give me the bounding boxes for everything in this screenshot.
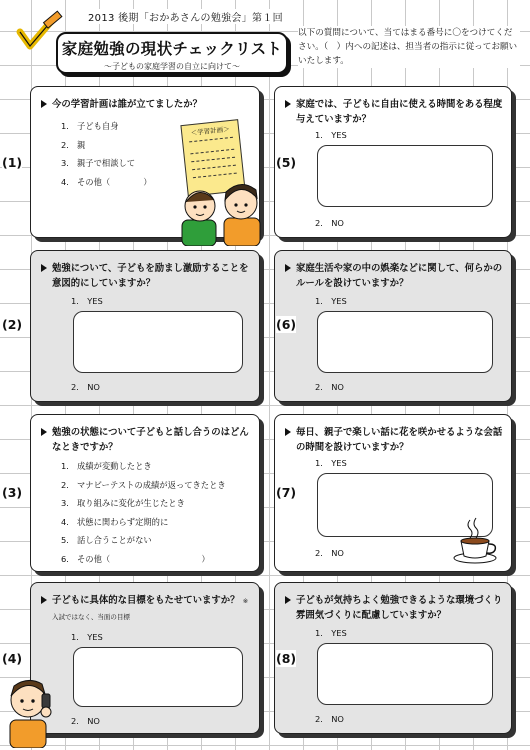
page-subtitle: 〜子どもの家庭学習の自立に向けて〜 <box>104 62 240 71</box>
two-children-icon <box>178 176 262 246</box>
answer-yes[interactable]: 1. YES <box>315 628 347 638</box>
question-number-7: (7) <box>276 485 297 500</box>
answer-box[interactable] <box>317 311 493 373</box>
title-banner <box>56 32 288 74</box>
bullet-triangle-icon <box>41 596 47 604</box>
question-5-text: 家庭では、子どもに自由に使える時間をある程度与えていますか？ <box>285 97 503 127</box>
question-4-note: ※入試ではなく、当面の目標 <box>52 597 249 621</box>
question-number-2: (2) <box>2 317 23 332</box>
bullet-triangle-icon <box>41 100 47 108</box>
option-3[interactable]: 3. 親子で相談して <box>61 158 136 168</box>
answer-box[interactable] <box>317 145 493 207</box>
question-3-text: 勉強の状態について子どもと話し合うのはどんなときですか？ <box>41 425 251 455</box>
answer-no[interactable]: 2. NO <box>71 382 100 392</box>
question-card-8 <box>274 582 512 734</box>
series-label: 2013 後期「おかあさんの勉強会」第１回 <box>86 9 285 24</box>
option-2[interactable]: 2. マナビーテストの成績が返ってきたとき <box>61 479 226 490</box>
option-6[interactable]: 6. その他（ ） <box>61 553 210 564</box>
answer-no[interactable]: 2. NO <box>315 714 344 724</box>
answer-yes[interactable]: 1. YES <box>71 632 103 642</box>
question-1-text: 今の学習計画は誰が立てましたか？ <box>41 97 251 112</box>
question-card-5 <box>274 86 512 238</box>
question-7-text: 毎日、親子で楽しい話に花を咲かせるような会話の時間を設けていますか？ <box>285 425 503 455</box>
question-2-text: 勉強について、子どもを励まし激励することを意図的にしていますか？ <box>41 261 251 291</box>
boy-with-phone-icon <box>2 672 56 748</box>
option-1[interactable]: 1. 成績が変動したとき <box>61 461 152 471</box>
answer-no[interactable]: 2. NO <box>315 548 344 558</box>
bullet-triangle-icon <box>285 596 291 604</box>
answer-box[interactable] <box>317 643 493 705</box>
question-number-1: (1) <box>2 155 23 170</box>
option-1[interactable]: 1. 子ども自身 <box>61 121 119 131</box>
question-1-options <box>61 117 152 191</box>
question-card-4 <box>30 582 260 734</box>
question-number-6: (6) <box>276 317 297 332</box>
answer-box[interactable] <box>73 647 243 707</box>
question-number-5: (5) <box>276 155 297 170</box>
question-8-text: 子どもが気持ちよく勉強できるような環境づくり雰囲気づくりに配慮していますか？ <box>285 593 503 623</box>
question-number-3: (3) <box>2 485 23 500</box>
question-3-options <box>61 457 226 568</box>
page-title: 家庭勉強の現状チェックリスト <box>61 40 283 58</box>
question-6-text: 家庭生活や家の中の娯楽などに関して、何らかのルールを設けていますか？ <box>285 261 503 291</box>
bullet-triangle-icon <box>41 428 47 436</box>
question-card-2 <box>30 250 260 402</box>
answer-yes[interactable]: 1. YES <box>315 130 347 140</box>
coffee-cup-icon <box>452 516 500 564</box>
question-number-8: (8) <box>276 651 297 666</box>
plan-sheet-label: ＜学習計画＞ <box>190 125 230 138</box>
bullet-triangle-icon <box>285 428 291 436</box>
instructions: 以下の質問について、当てはまる番号に〇をつけてください。（ ）内への記述は、担当者の指示に従ってお願いいたします。 <box>298 26 520 68</box>
option-3[interactable]: 3. 取り組みに変化が生じたとき <box>61 498 185 508</box>
answer-no[interactable]: 2. NO <box>315 382 344 392</box>
answer-yes[interactable]: 1. YES <box>315 458 347 468</box>
option-4[interactable]: 4. 状態に関わらず定期的に <box>61 516 169 527</box>
question-number-4: (4) <box>2 651 23 666</box>
option-2[interactable]: 2. 親 <box>61 139 86 150</box>
question-4-text: 子どもに具体的な目標をもたせていますか？ ※入試ではなく、当面の目標 <box>41 593 251 625</box>
question-card-3 <box>30 414 260 572</box>
bullet-triangle-icon <box>41 264 47 272</box>
bullet-triangle-icon <box>285 264 291 272</box>
option-4[interactable]: 4. その他（ ） <box>61 176 152 187</box>
option-5[interactable]: 5. 話し合うことがない <box>61 535 152 545</box>
answer-yes[interactable]: 1. YES <box>315 296 347 306</box>
answer-no[interactable]: 2. NO <box>71 716 100 726</box>
question-card-6 <box>274 250 512 402</box>
answer-yes[interactable]: 1. YES <box>71 296 103 306</box>
answer-no[interactable]: 2. NO <box>315 218 344 228</box>
bullet-triangle-icon <box>285 100 291 108</box>
answer-box[interactable] <box>73 311 243 373</box>
